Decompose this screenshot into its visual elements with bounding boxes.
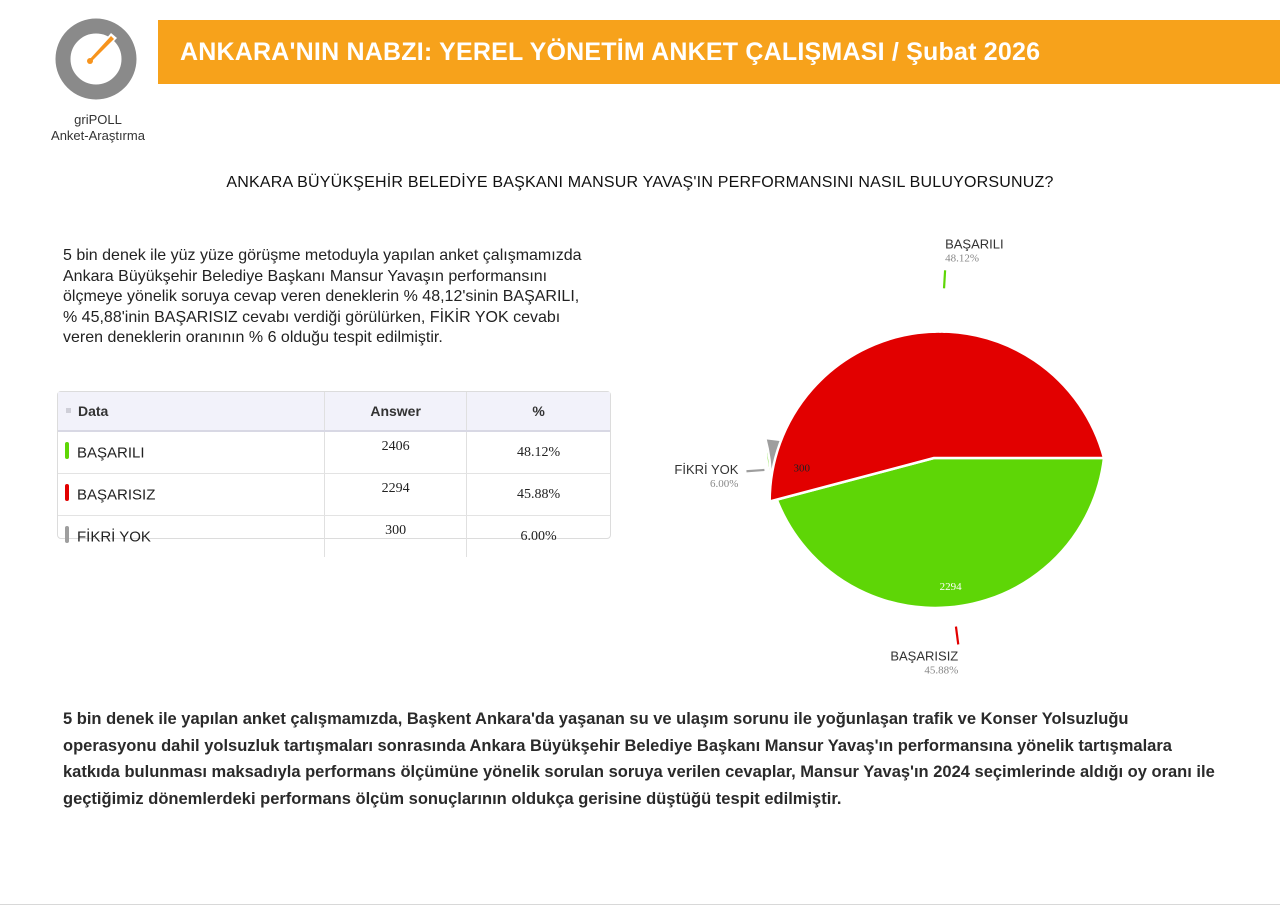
slice-category-label: FİKRİ YOK: [674, 462, 739, 478]
survey-question: ANKARA BÜYÜKŞEHİR BELEDİYE BAŞKANI MANSUR YAVAŞ'IN PERFORMANSINI NASIL BULUYORSUNUZ?: [226, 174, 1054, 191]
header-banner: [158, 20, 1280, 84]
table-row: [58, 474, 610, 516]
slice-percent-label: 48.12%: [945, 252, 980, 265]
slice-category-label: BAŞARISIZ: [890, 648, 959, 664]
red-legend-swatch: [65, 484, 69, 501]
row-answer-cell: 300: [325, 516, 467, 558]
slice-value-label: 300: [793, 462, 810, 475]
row-percent-cell: 45.88%: [467, 474, 610, 516]
green-legend-swatch: [65, 442, 69, 459]
slice-percent-label: 6.00%: [710, 478, 739, 491]
results-table: [57, 391, 611, 546]
brand-name: griPOLL: [74, 112, 122, 127]
row-label-cell: BAŞARILI: [58, 431, 325, 474]
bottom-divider: [0, 904, 1280, 905]
column-header-percent: %: [467, 392, 610, 431]
gripoll-logo: [55, 18, 137, 100]
leader-line: [956, 627, 958, 645]
brand-tagline: Anket-Araştırma: [51, 128, 145, 143]
header-bullet-icon: [66, 408, 71, 413]
brand-block: [30, 112, 166, 144]
row-percent-cell: 48.12%: [467, 431, 610, 474]
table-row: [58, 516, 610, 558]
pie-chart: [674, 230, 1240, 677]
intro-paragraph: 5 bin denek ile yüz yüze görüşme metoduyla yapılan anket çalışmamızda Ankara Büyükşehir Belediye Başkanı Mansur Yavaşın performansını ölçmeye yönelik soruya cevap veren deneklerin % 48,12'sinin BAŞARILI, % 45,88'inin BAŞARISIZ cevabı verdiği görülürken, FİKİR YOK cevabı veren deneklerin oranının % 6 olduğu tespit edilmiştir.: [63, 247, 582, 346]
table-header-row: [58, 392, 610, 431]
row-label-cell: BAŞARISIZ: [58, 474, 325, 516]
slice-value-label: 2294: [939, 581, 962, 594]
slice-category-label: BAŞARILI: [945, 236, 1004, 252]
table-row: [58, 431, 610, 474]
row-label-cell: FİKRİ YOK: [58, 516, 325, 558]
leader-line: [944, 270, 945, 288]
page-title: ANKARA'NIN NABZI: YEREL YÖNETİM ANKET ÇALIŞMASI / Şubat 2026: [180, 38, 1041, 66]
gray-legend-swatch: [65, 526, 69, 543]
slice-value-label: 2406: [930, 324, 953, 337]
row-percent-cell: 6.00%: [467, 516, 610, 558]
slice-percent-label: 45.88%: [924, 664, 959, 677]
column-header-data: Data: [58, 392, 325, 431]
row-answer-cell: 2406: [325, 431, 467, 474]
conclusion-paragraph: 5 bin denek ile yapılan anket çalışmamızda, Başkent Ankara'da yaşanan su ve ulaşım sorunu ile yoğunlaşan trafik ve Konser Yolsuzluğu operasyonu dahil yolsuzluk tartışmaları sonrasında Ankara Büyükşehir Belediye Başkanı Mansur Yavaş'ın performansına yönelik tartışmalara katkıda bulunması maksadıyla performans ölçümüne yönelik sorulan soruya verilen cevaplar, Mansur Yavaş'ın 2024 seçimlerinde aldığı oy oranı ile geçtiğimiz dönemlerdeki performans ölçüm sonuçlarının oldukça gerisine düştüğü tespit edilmiştir.: [63, 710, 1215, 808]
column-header-answer: Answer: [325, 392, 467, 431]
row-answer-cell: 2294: [325, 474, 467, 516]
leader-line: [746, 470, 764, 471]
